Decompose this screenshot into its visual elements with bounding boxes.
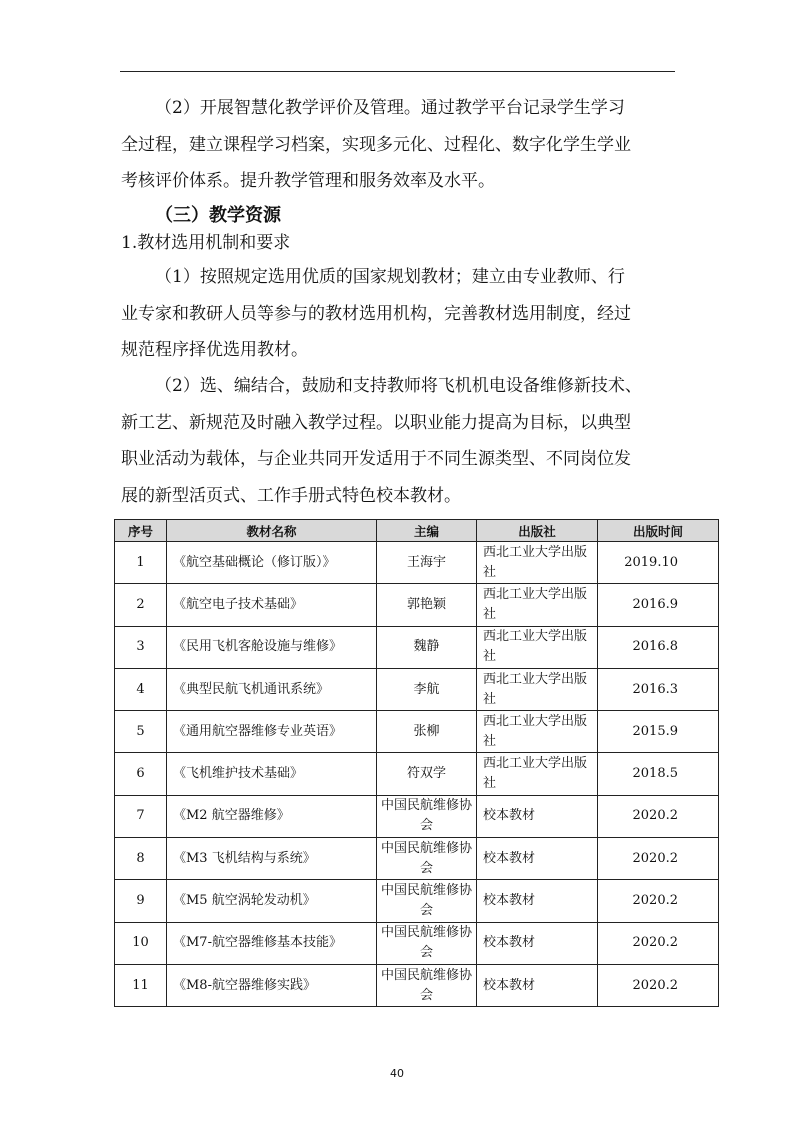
cell-date: 2016.8 — [598, 626, 719, 668]
cell-title: 《M2 航空器维修》 — [167, 795, 377, 837]
cell-editor: 郭艳颖 — [377, 584, 477, 626]
cell-editor: 王海宇 — [377, 542, 477, 584]
cell-index: 10 — [115, 922, 167, 964]
table-row — [115, 668, 719, 710]
cell-editor: 中国民航维修协会 — [377, 795, 477, 837]
table-row — [115, 922, 719, 964]
cell-title: 《航空电子技术基础》 — [167, 584, 377, 626]
table-header-row — [115, 520, 719, 542]
cell-editor: 中国民航维修协会 — [377, 838, 477, 880]
subsection-heading: 1.教材选用机制和要求 — [121, 233, 291, 253]
cell-title: 《典型民航飞机通讯系统》 — [167, 668, 377, 710]
cell-publisher: 校本教材 — [477, 838, 598, 880]
cell-editor: 李航 — [377, 668, 477, 710]
table-row — [115, 838, 719, 880]
cell-date: 2020.2 — [598, 964, 719, 1006]
textbook-table — [114, 519, 719, 1007]
cell-date: 2016.3 — [598, 668, 719, 710]
cell-index: 4 — [115, 668, 167, 710]
cell-publisher: 校本教材 — [477, 922, 598, 964]
cell-publisher: 西北工业大学出版社 — [477, 668, 598, 710]
table-row — [115, 584, 719, 626]
col-header-editor: 主编 — [377, 520, 477, 542]
paragraph-line: 考核评价体系。提升教学管理和服务效率及水平。 — [121, 171, 495, 191]
table-row — [115, 626, 719, 668]
section-heading: （三）教学资源 — [155, 205, 281, 226]
paragraph-line: 规范程序择优选用教材。 — [121, 340, 308, 360]
cell-index: 1 — [115, 542, 167, 584]
cell-editor: 张柳 — [377, 711, 477, 753]
col-header-date: 出版时间 — [598, 520, 719, 542]
page-number: 40 — [390, 1067, 404, 1080]
cell-index: 7 — [115, 795, 167, 837]
cell-publisher: 校本教材 — [477, 795, 598, 837]
cell-date: 2019.10 — [598, 542, 719, 584]
table-row — [115, 880, 719, 922]
paragraph-line: 职业活动为载体，与企业共同开发适用于不同生源类型、不同岗位发 — [121, 449, 631, 469]
cell-title: 《通用航空器维修专业英语》 — [167, 711, 377, 753]
cell-date: 2018.5 — [598, 753, 719, 795]
paragraph-line: （2）选、编结合，鼓励和支持教师将飞机机电设备维修新技术、 — [155, 376, 642, 396]
paragraph-teaching-evaluation — [121, 90, 674, 200]
cell-date: 2020.2 — [598, 922, 719, 964]
cell-index: 6 — [115, 753, 167, 795]
cell-date: 2015.9 — [598, 711, 719, 753]
table-row — [115, 753, 719, 795]
cell-index: 9 — [115, 880, 167, 922]
cell-date: 2020.2 — [598, 795, 719, 837]
cell-title: 《M5 航空涡轮发动机》 — [167, 880, 377, 922]
cell-index: 5 — [115, 711, 167, 753]
table-row — [115, 964, 719, 1006]
paragraph-line: 新工艺、新规范及时融入教学过程。以职业能力提高为目标，以典型 — [121, 412, 631, 433]
cell-title: 《民用飞机客舱设施与维修》 — [167, 626, 377, 668]
table-row — [115, 542, 719, 584]
paragraph-line: 展的新型活页式、工作手册式特色校本教材。 — [121, 485, 461, 506]
col-header-index: 序号 — [115, 520, 167, 542]
cell-title: 《飞机维护技术基础》 — [167, 753, 377, 795]
cell-editor: 符双学 — [377, 753, 477, 795]
cell-index: 2 — [115, 584, 167, 626]
cell-editor: 中国民航维修协会 — [377, 880, 477, 922]
cell-publisher: 西北工业大学出版社 — [477, 542, 598, 584]
cell-publisher: 西北工业大学出版社 — [477, 711, 598, 753]
table-row — [115, 795, 719, 837]
paragraph-line: （2）开展智慧化教学评价及管理。通过教学平台记录学生学习 — [155, 98, 625, 118]
paragraph-textbook-selection — [121, 259, 674, 369]
cell-index: 11 — [115, 964, 167, 1006]
cell-title: 《M8-航空器维修实践》 — [167, 964, 377, 1006]
paragraph-line: 业专家和教研人员等参与的教材选用机构，完善教材选用制度，经过 — [121, 303, 631, 324]
cell-index: 8 — [115, 838, 167, 880]
table-row — [115, 711, 719, 753]
cell-date: 2020.2 — [598, 880, 719, 922]
cell-editor: 中国民航维修协会 — [377, 964, 477, 1006]
paragraph-textbook-development — [121, 368, 674, 514]
cell-title: 《M7-航空器维修基本技能》 — [167, 922, 377, 964]
cell-publisher: 西北工业大学出版社 — [477, 626, 598, 668]
cell-publisher: 西北工业大学出版社 — [477, 584, 598, 626]
header-rule — [120, 71, 675, 72]
cell-index: 3 — [115, 626, 167, 668]
paragraph-line: 全过程，建立课程学习档案，实现多元化、过程化、数字化学生学业 — [121, 134, 631, 155]
cell-editor: 中国民航维修协会 — [377, 922, 477, 964]
cell-publisher: 校本教材 — [477, 880, 598, 922]
cell-editor: 魏静 — [377, 626, 477, 668]
cell-publisher: 西北工业大学出版社 — [477, 753, 598, 795]
cell-title: 《M3 飞机结构与系统》 — [167, 838, 377, 880]
cell-publisher: 校本教材 — [477, 964, 598, 1006]
paragraph-line: （1）按照规定选用优质的国家规划教材；建立由专业教师、行 — [155, 267, 625, 287]
col-header-title: 教材名称 — [167, 520, 377, 542]
cell-title: 《航空基础概论（修订版）》 — [167, 542, 377, 584]
cell-date: 2020.2 — [598, 838, 719, 880]
col-header-publisher: 出版社 — [477, 520, 598, 542]
cell-date: 2016.9 — [598, 584, 719, 626]
